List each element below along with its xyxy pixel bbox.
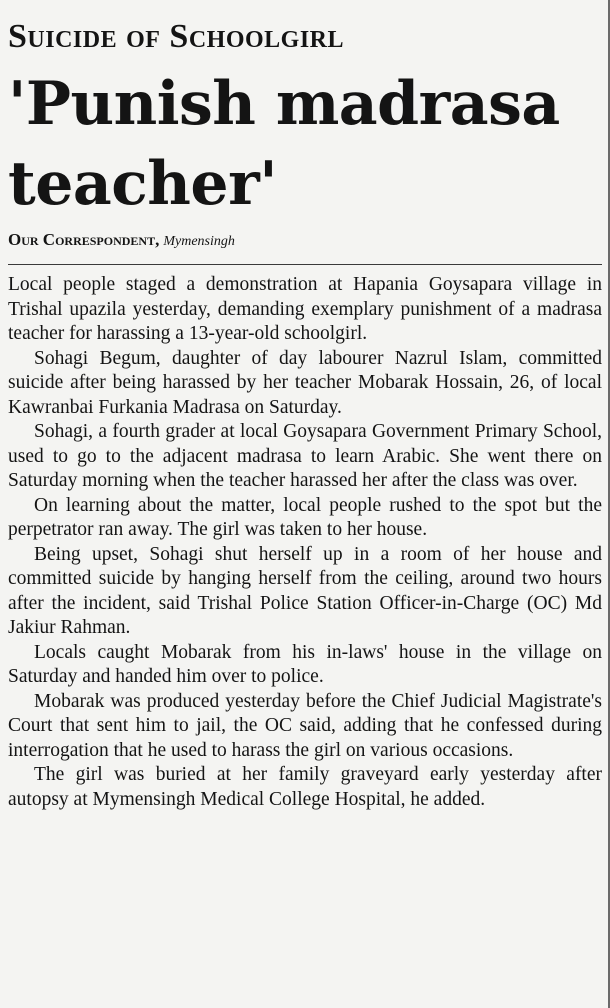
paragraph: The girl was buried at her family graveyard early yesterday after autopsy at Mymensingh Medical College Hospital, he added. xyxy=(8,764,602,810)
article-body xyxy=(8,273,602,812)
paragraph: On learning about the matter, local people rushed to the spot but the perpetrator ran away. The girl was taken to her house. xyxy=(8,494,602,540)
paragraph: Locals caught Mobarak from his in-laws' house in the village on Saturday and handed him over to police. xyxy=(8,641,602,687)
paragraph: Local people staged a demonstration at Hapania Goysapara village in Trishal upazila yesterday, demanding exemplary punishment of a madrasa teacher for harassing a 13-year-old schoolgirl. xyxy=(8,274,602,344)
divider-rule xyxy=(8,264,602,265)
headline: 'Punish madrasa teacher' xyxy=(8,69,560,219)
paragraph: Being upset, Sohagi shut herself up in a room of her house and committed suicide by hanging herself from the ceiling, around two hours after the incident, said Trishal Police Station Officer-in-Charge (OC) Md Jakiur Rahman. xyxy=(8,543,602,638)
paragraph: Mobarak was produced yesterday before the Chief Judicial Magistrate's Court that sent him to jail, the OC said, adding that he confessed during interrogation that he used to harass the girl on various occasions. xyxy=(8,690,602,761)
paragraph: Sohagi, a fourth grader at local Goysapara Government Primary School, used to go to the adjacent madrasa to learn Arabic. She went there on Saturday morning when the teacher harassed her after the class was over. xyxy=(8,421,602,491)
paragraph: Sohagi Begum, daughter of day labourer Nazrul Islam, committed suicide after being harassed by her teacher Mobarak Hossain, 26, of local Kawranbai Furkania Madrasa on Saturday. xyxy=(8,347,602,418)
byline xyxy=(8,230,602,252)
kicker-heading: Suicide of Schoolgirl xyxy=(8,18,345,55)
byline-author: Our Correspondent, xyxy=(8,230,160,249)
byline-place: Mymensingh xyxy=(163,234,235,249)
